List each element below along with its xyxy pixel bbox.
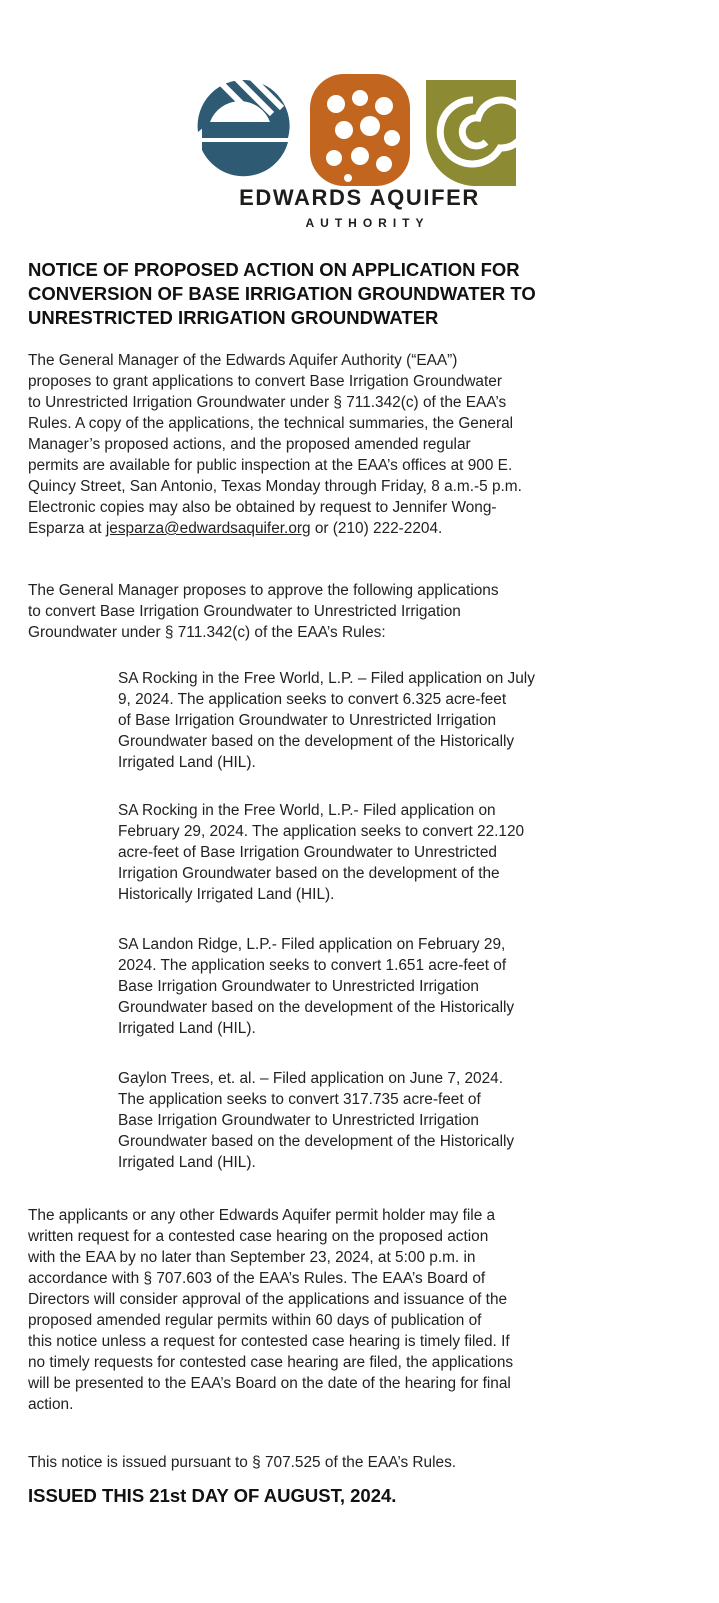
application-line: Irrigated Land (HIL). [118,754,256,771]
application-line: acre-feet of Base Irrigation Groundwater to Unrestricted [118,844,497,861]
hearing-line: no timely requests for contested case hearing are filed, the applications [28,1354,514,1371]
hearing-line: action. [28,1396,74,1413]
intro-line: proposes to grant applications to convert Base Irrigation Groundwater [28,373,502,390]
intro-line: Quincy Street, San Antonio, Texas Monday through Friday, 8 a.m.-5 p.m. [28,478,522,495]
application-line: Groundwater based on the development of the Historically [118,999,515,1016]
application-line: 2024. The application seeks to convert 1.651 acre-feet of [118,957,507,974]
hearing-line: will be presented to the EAA’s Board on the date of the hearing for final [28,1375,511,1392]
application-line: Base Irrigation Groundwater to Unrestricted Irrigation [118,1112,479,1129]
proposal-line: Groundwater under § 711.342(c) of the EAA’s Rules: [28,624,386,641]
title-line: UNRESTRICTED IRRIGATION GROUNDWATER [28,307,439,328]
intro-line: permits are available for public inspection at the EAA’s offices at 900 E. [28,457,513,474]
proposal-line: The General Manager proposes to approve the following applications [28,582,499,599]
application-line: SA Landon Ridge, L.P.- Filed application on February 29, [118,936,506,953]
application-line: The application seeks to convert 317.735 acre-feet of [118,1091,481,1108]
logo-letter-e [198,64,290,176]
application-item [118,1068,678,1173]
logo-letter-a-olive [426,80,518,186]
hearing-line: with the EAA by no later than September 23, 2024, at 5:00 p.m. in [28,1249,476,1266]
pursuant-statement: This notice is issued pursuant to § 707.525 of the EAA’s Rules. [28,1454,457,1471]
hearing-paragraph [28,1205,704,1415]
application-line: SA Rocking in the Free World, L.P.- Filed application on [118,802,496,819]
intro-last-line [28,518,704,539]
intro-line: to Unrestricted Irrigation Groundwater under § 711.342(c) of the EAA’s [28,394,507,411]
application-item [118,800,678,905]
proposal-line: to convert Base Irrigation Groundwater to Unrestricted Irrigation [28,603,461,620]
intro-line: Rules. A copy of the applications, the technical summaries, the General [28,415,514,432]
application-line: Irrigated Land (HIL). [118,1020,256,1037]
title-line: NOTICE OF PROPOSED ACTION ON APPLICATION FOR [28,259,520,280]
intro-line: Manager’s proposed actions, and the proposed amended regular [28,436,471,453]
hearing-line: this notice unless a request for contested case hearing is timely filed. If [28,1333,510,1350]
hearing-line: accordance with § 707.603 of the EAA’s Rules. The EAA’s Board of [28,1270,486,1287]
application-item [118,934,678,1039]
application-line: Gaylon Trees, et. al. – Filed application on June 7, 2024. [118,1070,504,1087]
brand-subname: AUTHORITY [305,216,430,230]
issued-date: ISSUED THIS 21st DAY OF AUGUST, 2024. [28,1485,397,1506]
application-line: of Base Irrigation Groundwater to Unrestricted Irrigation [118,712,497,729]
application-line: Groundwater based on the development of the Historically [118,733,515,750]
intro-paragraph [28,350,704,539]
application-line: 9, 2024. The application seeks to convert 6.325 acre-feet [118,691,507,708]
application-line: February 29, 2024. The application seeks to convert 22.120 [118,823,525,840]
hearing-line: The applicants or any other Edwards Aquifer permit holder may file a [28,1207,496,1224]
application-line: Irrigation Groundwater based on the development of the [118,865,500,882]
hearing-line: written request for a contested case hearing on the proposed action [28,1228,489,1245]
application-line: Irrigated Land (HIL). [118,1154,256,1171]
application-line: Historically Irrigated Land (HIL). [118,886,335,903]
intro-last-suffix: or (210) 222-2204. [310,520,443,537]
intro-line: The General Manager of the Edwards Aquifer Authority (“EAA”) [28,352,458,369]
application-item [118,668,678,773]
logo-letter-a-orange [310,74,410,186]
email-link[interactable]: jesparza@edwardsaquifer.org [105,520,311,537]
application-line: SA Rocking in the Free World, L.P. – Filed application on July [118,670,535,687]
intro-line: Electronic copies may also be obtained by request to Jennifer Wong- [28,499,497,516]
eaa-logo [188,60,518,202]
application-line: Base Irrigation Groundwater to Unrestricted Irrigation [118,978,479,995]
hearing-line: proposed amended regular permits within 60 days of publication of [28,1312,482,1329]
brand-name: EDWARDS AQUIFER [239,185,480,210]
notice-title [28,258,698,330]
hearing-line: Directors will consider approval of the applications and issuance of the [28,1291,508,1308]
title-line: CONVERSION OF BASE IRRIGATION GROUNDWATER TO [28,283,536,304]
intro-last-prefix: Esparza at [28,520,106,537]
application-line: Groundwater based on the development of the Historically [118,1133,515,1150]
proposal-paragraph [28,580,704,643]
